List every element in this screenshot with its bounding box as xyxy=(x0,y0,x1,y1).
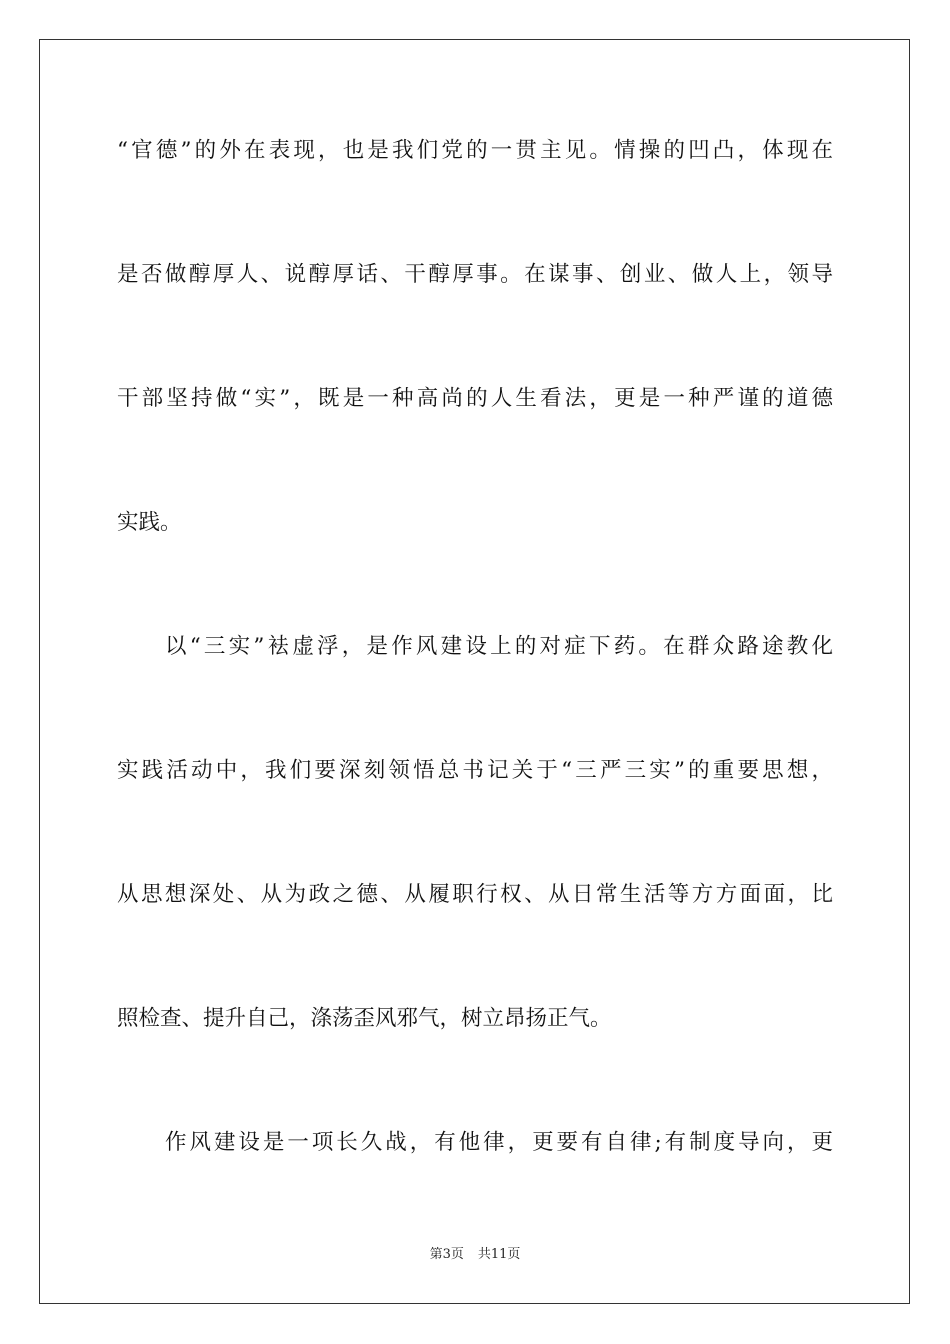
body-text-line: 实践活动中，我们要深刻领悟总书记关于“三严三实”的重要思想， xyxy=(117,758,833,783)
page-footer xyxy=(0,1246,950,1264)
paragraph-first-line: 以“三实”袪虚浮，是作风建设上的对症下药。在群众路途教化 xyxy=(165,634,833,659)
body-text-line: 是否做醇厚人、说醇厚话、干醇厚事。在谋事、创业、做人上，领导 xyxy=(117,262,833,287)
page-number: 第3页 xyxy=(429,1247,464,1262)
body-text-line: 从思想深处、从为政之德、从履职行权、从日常生活等方方面面，比 xyxy=(117,882,833,907)
paragraph-first-line: 作风建设是一项长久战，有他律，更要有自律;有制度导向，更 xyxy=(165,1130,833,1155)
body-text-line: 干部坚持做“实”，既是一种高尚的人生看法，更是一种严谨的道德 xyxy=(117,386,833,411)
body-text-line: 照检查、提升自己，涤荡歪风邪气，树立昂扬正气。 xyxy=(117,1006,612,1031)
body-text-line: “官德”的外在表现，也是我们党的一贯主见。情操的凹凸，体现在 xyxy=(117,138,833,163)
page-total: 共11页 xyxy=(477,1247,521,1262)
page-border xyxy=(39,39,910,1304)
body-text-line: 实践。 xyxy=(117,510,182,535)
